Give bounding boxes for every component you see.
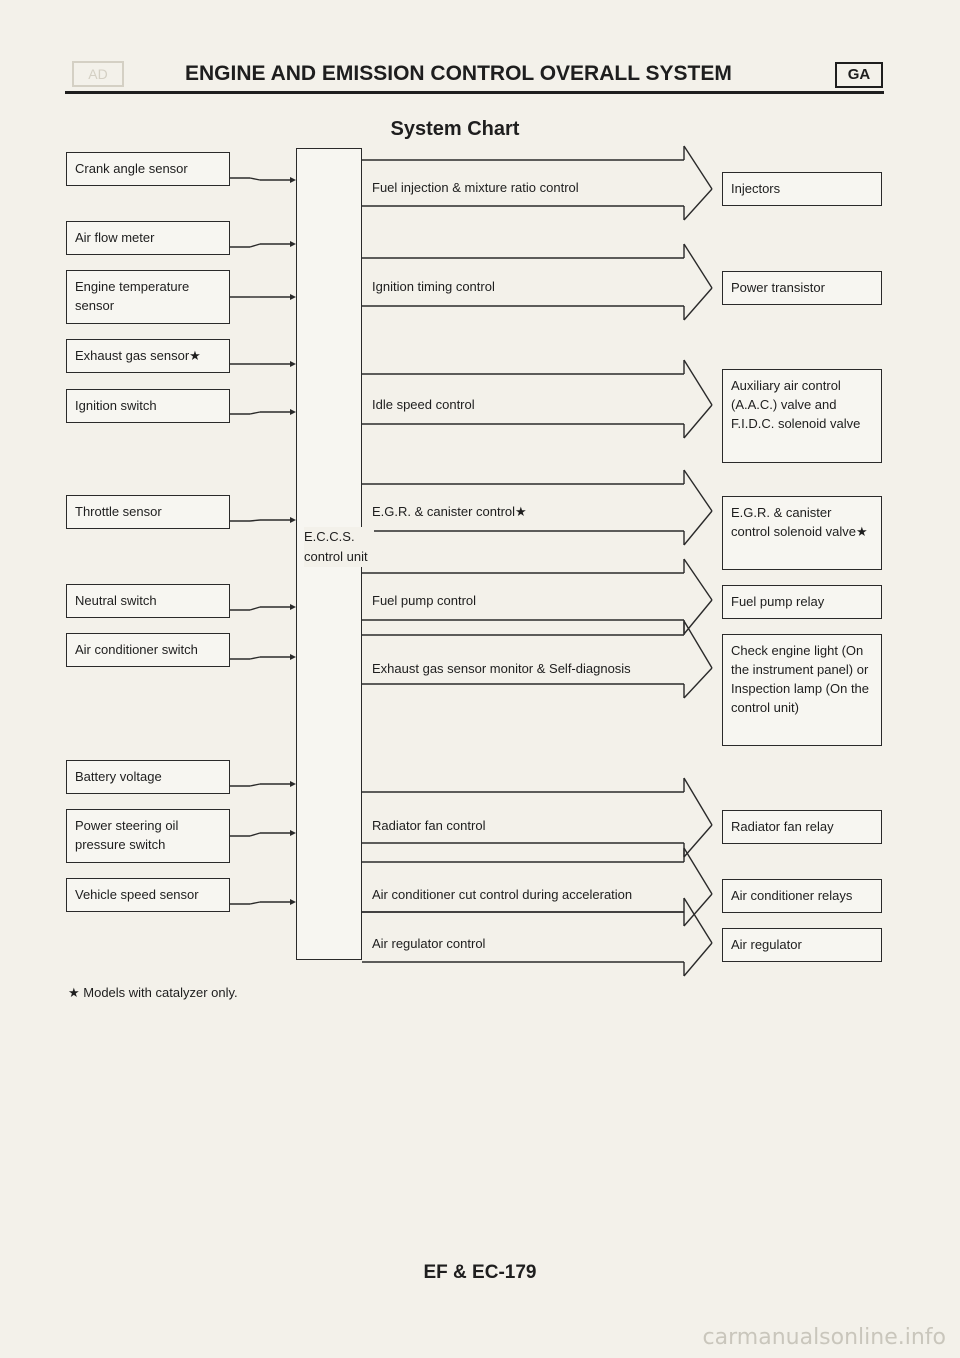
output-check-engine-light: Check engine light (On the instrument panel) or Inspection lamp (On the control unit) xyxy=(722,634,882,746)
output-fuel-pump-relay: Fuel pump relay xyxy=(722,585,882,619)
faint-section-badge: AD xyxy=(72,61,124,87)
output-power-transistor: Power transistor xyxy=(722,271,882,305)
control-ignition-timing: Ignition timing control xyxy=(372,279,495,294)
chart-title: System Chart xyxy=(390,118,520,140)
output-aac-valve: Auxiliary air control (A.A.C.) valve and F.I.D.C. solenoid valve xyxy=(722,369,882,463)
watermark: carmanualsonline.info xyxy=(702,1325,946,1350)
output-egr-solenoid: E.G.R. & canister control solenoid valve★ xyxy=(722,496,882,570)
control-air-regulator: Air regulator control xyxy=(372,936,486,951)
input-exhaust-gas-sensor: Exhaust gas sensor★ xyxy=(66,339,230,373)
output-air-regulator: Air regulator xyxy=(722,928,882,962)
input-battery-voltage: Battery voltage xyxy=(66,760,230,794)
input-air-flow-meter: Air flow meter xyxy=(66,221,230,255)
input-throttle-sensor: Throttle sensor xyxy=(66,495,230,529)
input-neutral-switch: Neutral switch xyxy=(66,584,230,618)
input-engine-temperature-sensor: Engine temperature sensor xyxy=(66,270,230,324)
control-ac-cut: Air conditioner cut control during acceleration xyxy=(372,887,633,902)
control-egr-canister: E.G.R. & canister control★ xyxy=(372,504,527,519)
output-injectors: Injectors xyxy=(722,172,882,206)
control-unit-label: E.C.C.S. control unit xyxy=(304,527,374,567)
input-power-steering-oil-pressure-switch: Power steering oil pressure switch xyxy=(66,809,230,863)
output-ac-relays: Air conditioner relays xyxy=(722,879,882,913)
output-radiator-fan-relay: Radiator fan relay xyxy=(722,810,882,844)
input-crank-angle-sensor: Crank angle sensor xyxy=(66,152,230,186)
control-fuel-pump: Fuel pump control xyxy=(372,593,477,608)
input-ignition-switch: Ignition switch xyxy=(66,389,230,423)
control-idle-speed: Idle speed control xyxy=(372,397,475,412)
control-fuel-injection: Fuel injection & mixture ratio control xyxy=(372,180,579,195)
page-number: EF & EC-179 xyxy=(423,1262,537,1283)
input-air-conditioner-switch: Air conditioner switch xyxy=(66,633,230,667)
footnote: ★ Models with catalyzer only. xyxy=(68,985,238,1000)
input-vehicle-speed-sensor: Vehicle speed sensor xyxy=(66,878,230,912)
control-exhaust-gas-monitor: Exhaust gas sensor monitor & Self-diagnosis xyxy=(372,661,631,676)
page-header-title: ENGINE AND EMISSION CONTROL OVERALL SYSTEM xyxy=(185,62,732,85)
control-radiator-fan: Radiator fan control xyxy=(372,818,486,833)
section-badge: GA xyxy=(835,62,883,88)
